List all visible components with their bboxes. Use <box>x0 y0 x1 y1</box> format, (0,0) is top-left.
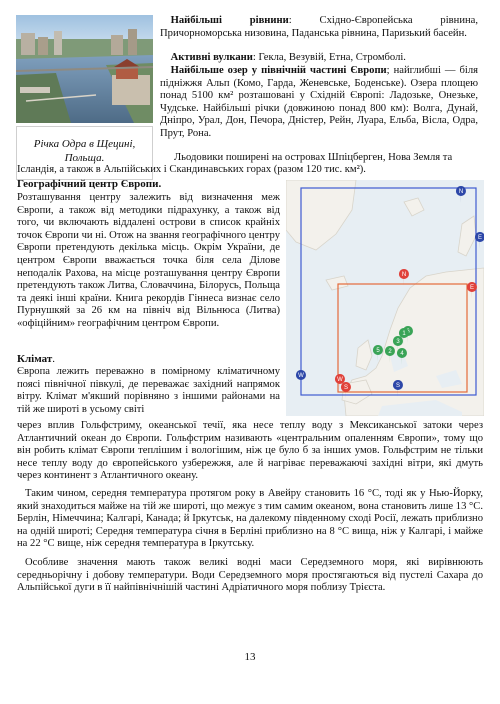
river-city-image <box>16 15 153 123</box>
marker-label: 2 <box>388 349 392 355</box>
volcanoes-paragraph <box>160 52 478 65</box>
glaciers-line-1: Льодовики поширені на островах Шпіцберген, Нова Земля та <box>174 152 453 163</box>
marker-label: W <box>298 373 304 379</box>
photo-caption: Річка Одра в Щецині, Польща. <box>16 126 153 180</box>
climate-heading-text: Клімат <box>17 353 53 365</box>
volcanoes-label: Активні вулкани <box>170 52 253 63</box>
marker-label: 4 <box>400 351 404 357</box>
marker-label: N <box>458 189 464 195</box>
oder-river-photo <box>16 15 153 123</box>
marker-label: S <box>343 385 349 391</box>
plains-label: Найбільші рівнини <box>170 15 289 26</box>
marker-label: E <box>469 285 475 291</box>
climate-paragraph-column: Європа лежить переважно в помірному кліматичному поясі північної півкулі, де переважає західний напрямок вітру. Клімат м'якший порівняно з іншими районами на тій же широті в усьому світі <box>17 366 280 415</box>
plains-text: : Східно-Європейська рівнина, Причорноморська низовина, Паданська рівнина, Паризький басейн. <box>160 15 479 39</box>
page-number: 13 <box>244 651 256 663</box>
lakes-label: Найбільше озер у північній частині Європи <box>170 65 387 76</box>
marker-label: W <box>337 377 343 383</box>
marker-label: E <box>477 235 483 241</box>
marker-label: N <box>401 272 407 278</box>
climate-heading-dot: . <box>52 353 55 365</box>
center-paragraph: Розташування центру залежить від визначення меж Європи, а також від методики підрахунку, а також від того, чи включають віддалені острови в список крайніх точок Європи чи ні. Отож на звання географічного центру Європи претендують декілька місць. Окрім України, де центром Європи вважається точка біля села Ділове неподалік Рахова, на місце розташування центру Європи претендують також Литва, Словаччина, Білорусь, Польща та деякі інші країни. Книга рекордів Гіннеса визнає село Пурнушкяй за 26 км на північ від Вільнюса (Литва) «офіційним» географічним центром Європи. <box>17 192 280 329</box>
climate-paragraph-2: Таким чином, середня температура протягом року в Авейру становить 16 °C, тоді як у Нью-Йорку, який знаходиться майже на тій же широті, що межує з тим самим океаном, вона становить лише 13 °C. Берлін, Німеччина; Калгарі, Канада; й Іркутськ, на далекому південному сході Росії, лежать приблизно на одній широті; Середня температура січня в Берліні приблизно на 8 °C вища, ніж у Калгарі, і майже на 22 °C вище, ніж середня температура в Іркутську. <box>17 488 483 550</box>
marker-label: S <box>395 383 401 389</box>
glaciers-line-2: Ісландія, а також в Альпійських і Скандинавських горах (разом 120 тис. км²). <box>17 164 366 175</box>
marker-label: 5 <box>376 348 380 354</box>
volcanoes-text: : Гекла, Везувій, Етна, Стромболі. <box>252 52 406 63</box>
map-svg <box>286 180 484 416</box>
marker-label: 3 <box>396 339 400 345</box>
lakes-paragraph <box>160 65 478 141</box>
climate-paragraph-3: Особливе значення мають також великі водні маси Середземного моря, які вирівнюють середньорічну і добову температури. Води Середземного моря простягаються від пустелі Сахара до Альпійської дуги в її найпівнічнішій частині Адріатичного моря поблизу Трієста. <box>17 557 483 594</box>
marker-label: 1 <box>402 331 406 337</box>
europe-extreme-points-map <box>286 180 484 416</box>
center-heading: Географічний центр Європи. <box>17 178 162 190</box>
lakes-text: ; найглибші — біля підніжжя Альп (Комо, Гарда, Женевське, Боденське). Озера площею понад 5100 км² розташовані у Східній Європі: Ладозьке, Онезьке, Чудське. Найбільші річки (довжиною понад 800 км): Волга, Дунай, Дніпро, Урал, Дон, Печора, Дністер, Рейн, Луара, Ельба, Вісла, Одра, Прут, Рона. <box>160 65 478 139</box>
climate-heading <box>17 353 137 366</box>
climate-paragraph-full: через вплив Гольфстриму, океанської течії, яка несе теплу воду з Мексиканської затоки через Атлантичний океан до Європи. Гольфстрим називають «центральним опаленням Європи», тому що він робить клімат Європи теплішим і вологішим, ніж це було б за інших умов. Гольфстрим не тільки несе теплу воду до європейського узбережжя, але й нагріває переважаючі західні вітри, які дмуть через континент з Атлантичного океану. <box>17 420 483 482</box>
plains-paragraph <box>160 15 478 40</box>
